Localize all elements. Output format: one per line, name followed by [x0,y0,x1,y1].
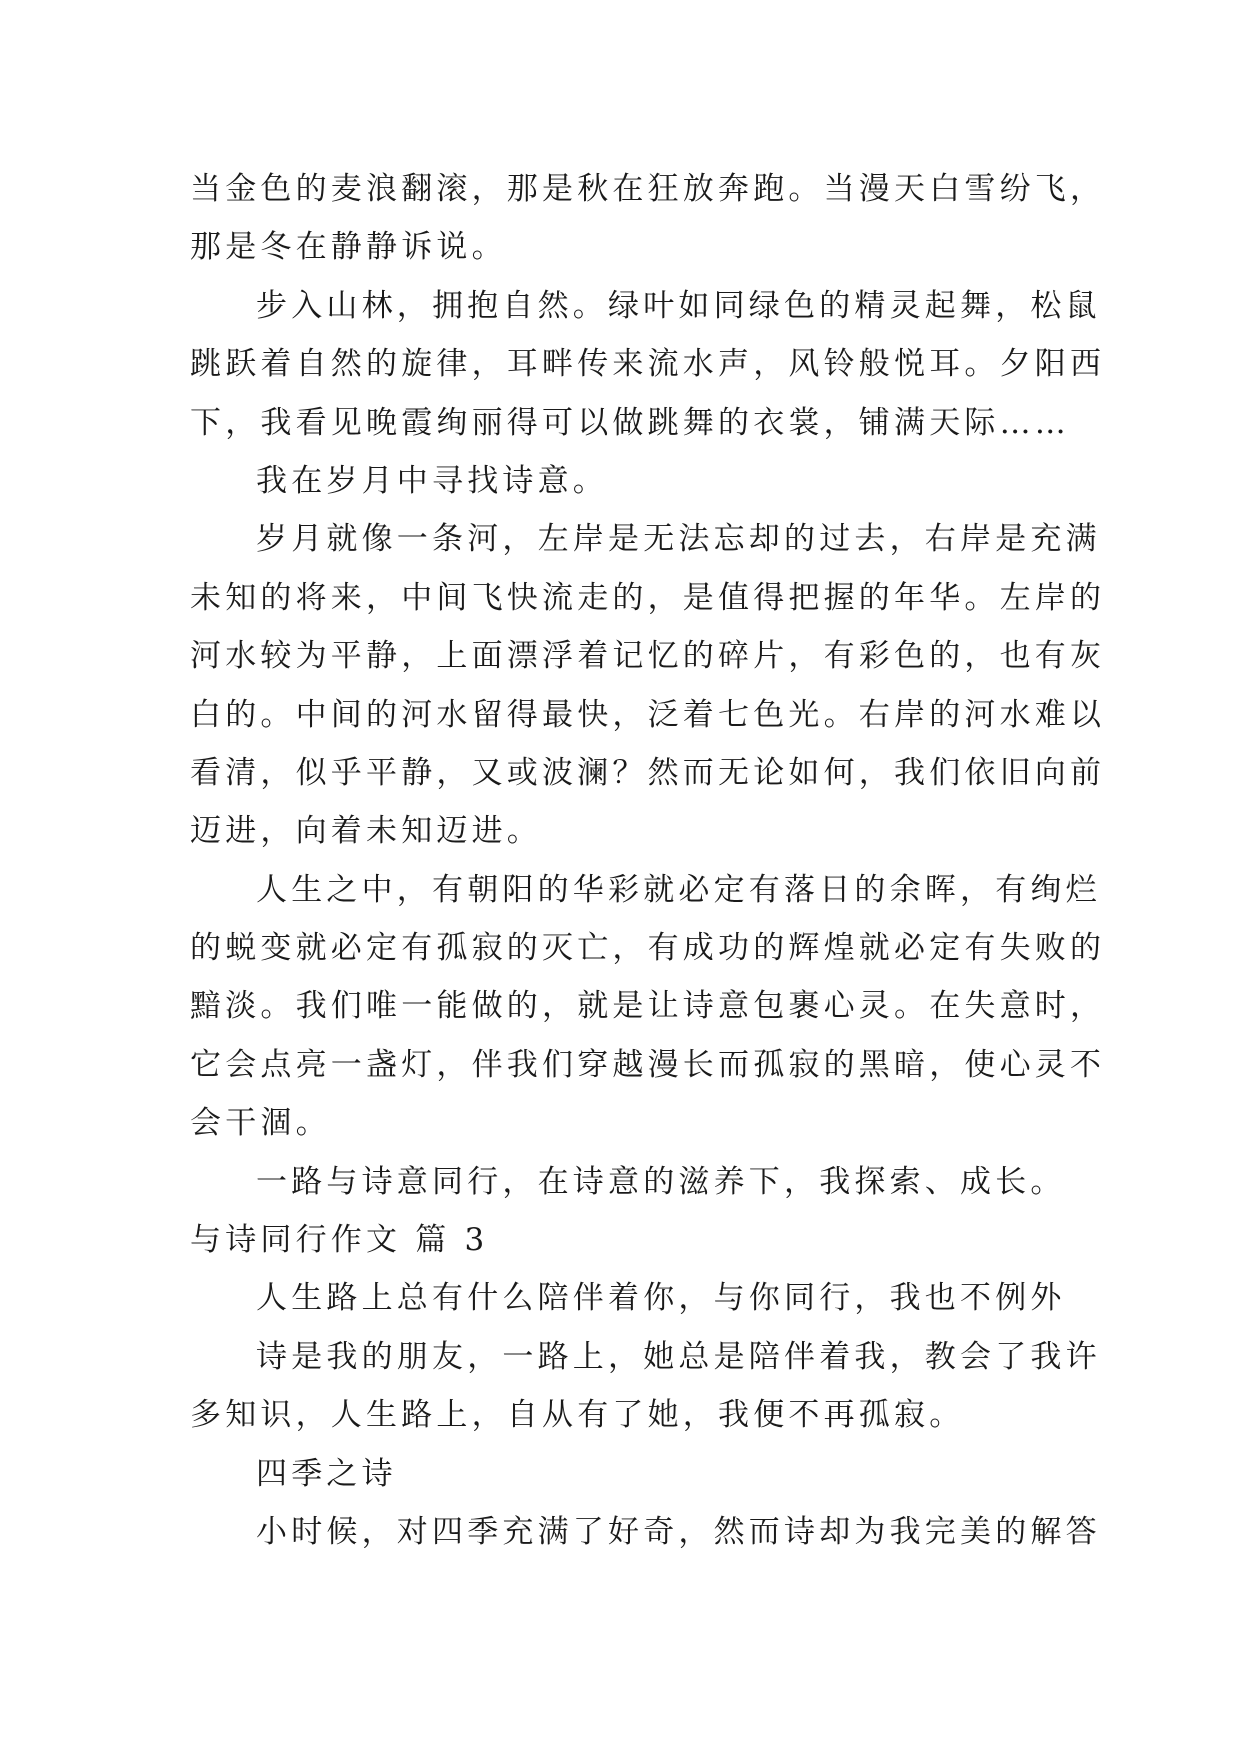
text-line: 四季之诗 [256,1455,397,1492]
text-line: 跳跃着自然的旋律，耳畔传来流水声，风铃般悦耳。夕阳西 [190,346,1106,383]
text-line: 它会点亮一盏灯，伴我们穿越漫长而孤寂的黑暗，使心灵不 [190,1046,1106,1083]
text-line: 的蜕变就必定有孤寂的灭亡，有成功的辉煌就必定有失败的 [190,930,1106,967]
text-line: 小时候，对四季充满了好奇，然而诗却为我完美的解答 [256,1513,1101,1550]
text-line: 那是冬在静静诉说。 [190,229,507,266]
text-line: 黯淡。我们唯一能做的，就是让诗意包裹心灵。在失意时， [190,988,1106,1025]
text-line: 当金色的麦浪翻滚，那是秋在狂放奔跑。当漫天白雪纷飞， [190,171,1106,207]
text-line: 步入山林，拥抱自然。绿叶如同绿色的精灵起舞，松鼠 [256,287,1101,324]
text-line: 未知的将来，中间飞快流走的，是值得把握的年华。左岸的 [190,579,1106,616]
text-line: 人生路上总有什么陪伴着你，与你同行，我也不例外 [256,1280,1066,1317]
text-line: 诗是我的朋友，一路上，她总是陪伴着我，教会了我许 [256,1338,1101,1375]
text-line: 河水较为平静，上面漂浮着记忆的碎片，有彩色的，也有灰 [190,638,1106,675]
text-line: 下，我看见晚霞绚丽得可以做跳舞的衣裳，铺满天际…… [190,404,1070,441]
text-line: 迈进，向着未知迈进。 [190,813,542,850]
text-line: 人生之中，有朝阳的华彩就必定有落日的余晖，有绚烂 [256,871,1101,908]
text-line: 白的。中间的河水留得最快，泛着七色光。右岸的河水难以 [190,696,1106,733]
document-body [190,160,1106,1561]
text-line: 我在岁月中寻找诗意。 [256,462,608,499]
text-line: 会干涸。 [190,1105,331,1142]
text-line: 多知识，人生路上，自从有了她，我便不再孤寂。 [190,1397,965,1434]
text-line: 岁月就像一条河，左岸是无法忘却的过去，右岸是充满 [256,521,1101,558]
text-line: 与诗同行作文 篇 3 [190,1222,489,1259]
text-line: 一路与诗意同行，在诗意的滋养下，我探索、成长。 [256,1163,1066,1200]
text-line: 看清，似乎平静，又或波澜？然而无论如何，我们依旧向前 [190,754,1106,791]
